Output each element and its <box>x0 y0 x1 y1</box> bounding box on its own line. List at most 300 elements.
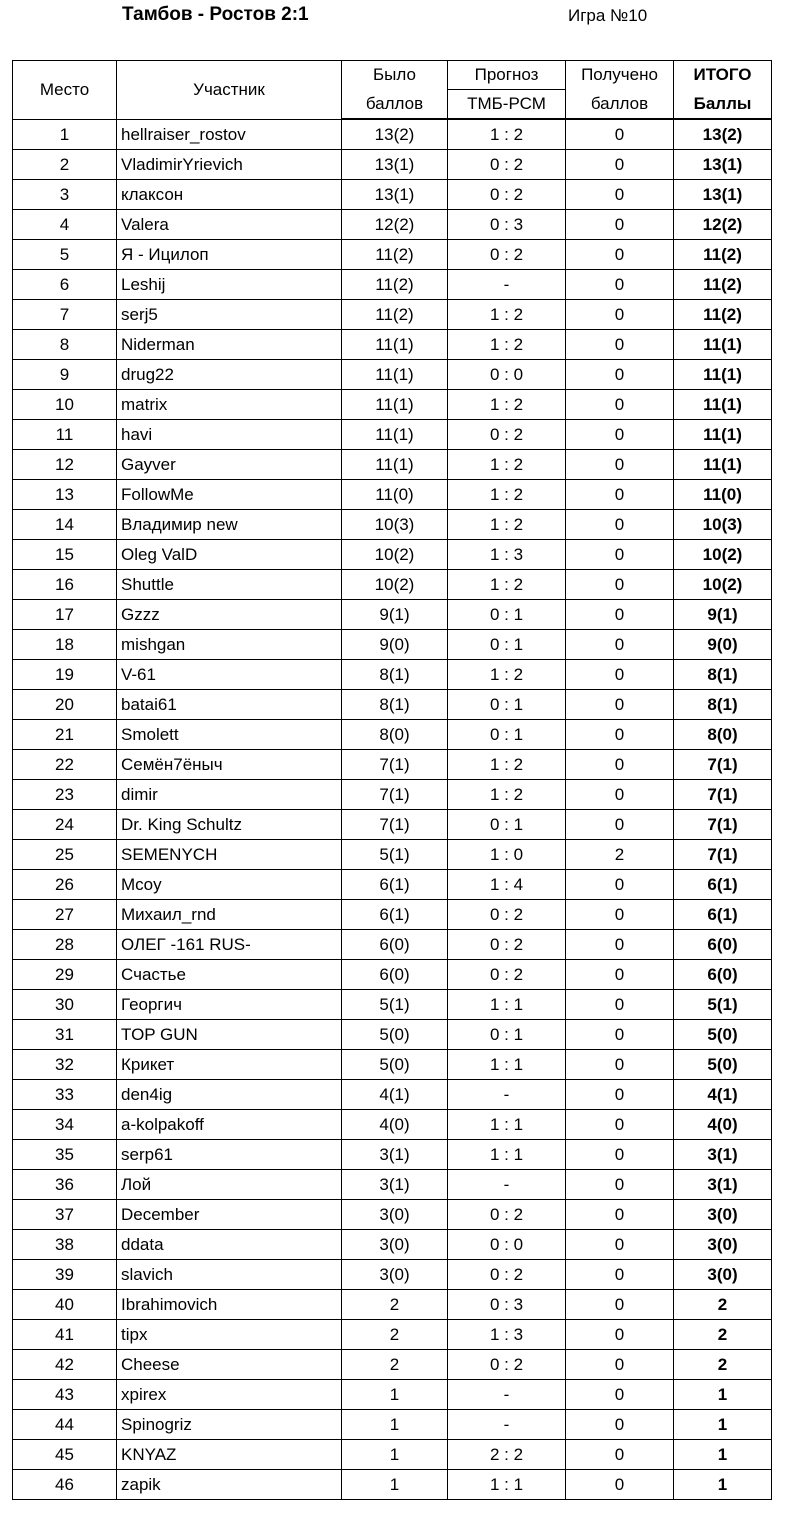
participant-cell: V-61 <box>117 660 342 690</box>
total-points-cell: 7(1) <box>674 840 772 870</box>
received-points-cell: 0 <box>566 1020 674 1050</box>
total-points-cell: 5(0) <box>674 1050 772 1080</box>
participant-cell: Cheese <box>117 1350 342 1380</box>
was-points-cell: 2 <box>342 1350 448 1380</box>
place-cell: 45 <box>13 1440 117 1470</box>
forecast-cell: - <box>448 1380 566 1410</box>
place-cell: 27 <box>13 900 117 930</box>
forecast-cell: 0 : 2 <box>448 1200 566 1230</box>
place-cell: 38 <box>13 1230 117 1260</box>
participant-cell: Oleg ValD <box>117 540 342 570</box>
table-row <box>13 630 772 660</box>
table-row <box>13 1140 772 1170</box>
table-row <box>13 1350 772 1380</box>
was-points-cell: 6(1) <box>342 870 448 900</box>
place-cell: 34 <box>13 1110 117 1140</box>
received-points-cell: 0 <box>566 720 674 750</box>
table-row <box>13 450 772 480</box>
place-cell: 6 <box>13 270 117 300</box>
forecast-cell: 0 : 2 <box>448 240 566 270</box>
received-points-cell: 0 <box>566 270 674 300</box>
header-total-bottom: Баллы <box>674 90 772 120</box>
forecast-cell: 1 : 2 <box>448 780 566 810</box>
forecast-cell: 0 : 1 <box>448 690 566 720</box>
total-points-cell: 3(1) <box>674 1140 772 1170</box>
place-cell: 39 <box>13 1260 117 1290</box>
participant-cell: Spinogriz <box>117 1410 342 1440</box>
received-points-cell: 0 <box>566 780 674 810</box>
place-cell: 23 <box>13 780 117 810</box>
participant-cell: den4ig <box>117 1080 342 1110</box>
participant-cell: serj5 <box>117 300 342 330</box>
header-forecast-top: Прогноз <box>448 61 566 90</box>
participant-cell: Я - Ицилоп <box>117 240 342 270</box>
received-points-cell: 0 <box>566 420 674 450</box>
participant-cell: Gayver <box>117 450 342 480</box>
table-row <box>13 1110 772 1140</box>
place-cell: 37 <box>13 1200 117 1230</box>
place-cell: 11 <box>13 420 117 450</box>
table-body <box>13 119 772 1500</box>
table-row <box>13 1380 772 1410</box>
was-points-cell: 11(0) <box>342 480 448 510</box>
participant-cell: Mcoy <box>117 870 342 900</box>
received-points-cell: 0 <box>566 1050 674 1080</box>
total-points-cell: 6(1) <box>674 870 772 900</box>
forecast-cell: 1 : 2 <box>448 570 566 600</box>
participant-cell: ОЛЕГ -161 RUS- <box>117 930 342 960</box>
table-row <box>13 390 772 420</box>
forecast-cell: 0 : 2 <box>448 960 566 990</box>
table-row <box>13 420 772 450</box>
place-cell: 3 <box>13 180 117 210</box>
table-row <box>13 780 772 810</box>
was-points-cell: 13(1) <box>342 180 448 210</box>
forecast-cell: 1 : 2 <box>448 390 566 420</box>
participant-cell: Gzzz <box>117 600 342 630</box>
total-points-cell: 13(2) <box>674 119 772 150</box>
was-points-cell: 2 <box>342 1290 448 1320</box>
forecast-cell: 1 : 3 <box>448 540 566 570</box>
was-points-cell: 3(1) <box>342 1170 448 1200</box>
was-points-cell: 11(2) <box>342 300 448 330</box>
table-row <box>13 330 772 360</box>
was-points-cell: 5(0) <box>342 1020 448 1050</box>
table-row <box>13 1080 772 1110</box>
total-points-cell: 6(0) <box>674 930 772 960</box>
table-row <box>13 1170 772 1200</box>
place-cell: 18 <box>13 630 117 660</box>
was-points-cell: 5(1) <box>342 840 448 870</box>
was-points-cell: 5(1) <box>342 990 448 1020</box>
table-row <box>13 1200 772 1230</box>
forecast-cell: 1 : 2 <box>448 660 566 690</box>
was-points-cell: 4(0) <box>342 1110 448 1140</box>
total-points-cell: 9(1) <box>674 600 772 630</box>
place-cell: 28 <box>13 930 117 960</box>
received-points-cell: 0 <box>566 1140 674 1170</box>
place-cell: 44 <box>13 1410 117 1440</box>
place-cell: 35 <box>13 1140 117 1170</box>
forecast-cell: 2 : 2 <box>448 1440 566 1470</box>
participant-cell: Михаил_rnd <box>117 900 342 930</box>
received-points-cell: 0 <box>566 300 674 330</box>
table-row <box>13 570 772 600</box>
forecast-cell: 0 : 1 <box>448 630 566 660</box>
received-points-cell: 0 <box>566 210 674 240</box>
place-cell: 30 <box>13 990 117 1020</box>
table-row <box>13 240 772 270</box>
total-points-cell: 13(1) <box>674 180 772 210</box>
place-cell: 2 <box>13 150 117 180</box>
received-points-cell: 0 <box>566 480 674 510</box>
total-points-cell: 6(0) <box>674 960 772 990</box>
table-row <box>13 180 772 210</box>
total-points-cell: 11(1) <box>674 360 772 390</box>
table-row <box>13 1260 772 1290</box>
place-cell: 32 <box>13 1050 117 1080</box>
participant-cell: Семён7ёныч <box>117 750 342 780</box>
was-points-cell: 6(0) <box>342 930 448 960</box>
was-points-cell: 6(0) <box>342 960 448 990</box>
participant-cell: Smolett <box>117 720 342 750</box>
table-row <box>13 480 772 510</box>
received-points-cell: 0 <box>566 1290 674 1320</box>
was-points-cell: 8(0) <box>342 720 448 750</box>
participant-cell: Лой <box>117 1170 342 1200</box>
was-points-cell: 11(1) <box>342 360 448 390</box>
total-points-cell: 10(2) <box>674 570 772 600</box>
was-points-cell: 11(2) <box>342 270 448 300</box>
total-points-cell: 11(2) <box>674 270 772 300</box>
place-cell: 29 <box>13 960 117 990</box>
was-points-cell: 10(2) <box>342 570 448 600</box>
forecast-cell: - <box>448 1170 566 1200</box>
forecast-cell: 0 : 2 <box>448 180 566 210</box>
table-row <box>13 720 772 750</box>
total-points-cell: 6(1) <box>674 900 772 930</box>
place-cell: 14 <box>13 510 117 540</box>
place-cell: 12 <box>13 450 117 480</box>
header-total-top: ИТОГО <box>674 61 772 90</box>
table-row <box>13 1410 772 1440</box>
received-points-cell: 0 <box>566 390 674 420</box>
participant-cell: havi <box>117 420 342 450</box>
participant-cell: VladimirYrievich <box>117 150 342 180</box>
participant-cell: KNYAZ <box>117 1440 342 1470</box>
forecast-cell: 0 : 2 <box>448 150 566 180</box>
received-points-cell: 0 <box>566 180 674 210</box>
table-row <box>13 510 772 540</box>
game-number: Игра №10 <box>568 6 648 25</box>
forecast-cell: 1 : 2 <box>448 480 566 510</box>
was-points-cell: 11(1) <box>342 450 448 480</box>
received-points-cell: 2 <box>566 840 674 870</box>
forecast-cell: 0 : 1 <box>448 720 566 750</box>
received-points-cell: 0 <box>566 870 674 900</box>
participant-cell: Shuttle <box>117 570 342 600</box>
forecast-cell: 0 : 2 <box>448 1260 566 1290</box>
was-points-cell: 3(1) <box>342 1140 448 1170</box>
total-points-cell: 3(0) <box>674 1230 772 1260</box>
received-points-cell: 0 <box>566 450 674 480</box>
forecast-cell: 1 : 2 <box>448 330 566 360</box>
place-cell: 41 <box>13 1320 117 1350</box>
forecast-cell: 1 : 2 <box>448 119 566 150</box>
total-points-cell: 1 <box>674 1440 772 1470</box>
forecast-cell: 0 : 2 <box>448 420 566 450</box>
total-points-cell: 11(0) <box>674 480 772 510</box>
place-cell: 31 <box>13 1020 117 1050</box>
place-cell: 46 <box>13 1470 117 1500</box>
place-cell: 8 <box>13 330 117 360</box>
total-points-cell: 10(2) <box>674 540 772 570</box>
total-points-cell: 1 <box>674 1380 772 1410</box>
total-points-cell: 2 <box>674 1350 772 1380</box>
received-points-cell: 0 <box>566 660 674 690</box>
received-points-cell: 0 <box>566 1170 674 1200</box>
total-points-cell: 12(2) <box>674 210 772 240</box>
table-row <box>13 690 772 720</box>
received-points-cell: 0 <box>566 1440 674 1470</box>
forecast-cell: 0 : 1 <box>448 600 566 630</box>
forecast-cell: 0 : 2 <box>448 900 566 930</box>
received-points-cell: 0 <box>566 1200 674 1230</box>
total-points-cell: 11(2) <box>674 300 772 330</box>
was-points-cell: 9(1) <box>342 600 448 630</box>
participant-cell: Ibrahimovich <box>117 1290 342 1320</box>
place-cell: 36 <box>13 1170 117 1200</box>
place-cell: 19 <box>13 660 117 690</box>
place-cell: 7 <box>13 300 117 330</box>
forecast-cell: 1 : 4 <box>448 870 566 900</box>
participant-cell: Георгич <box>117 990 342 1020</box>
table-row <box>13 1440 772 1470</box>
was-points-cell: 1 <box>342 1410 448 1440</box>
total-points-cell: 4(0) <box>674 1110 772 1140</box>
participant-cell: matrix <box>117 390 342 420</box>
participant-cell: Dr. King Schultz <box>117 810 342 840</box>
total-points-cell: 4(1) <box>674 1080 772 1110</box>
total-points-cell: 5(0) <box>674 1020 772 1050</box>
total-points-cell: 1 <box>674 1410 772 1440</box>
forecast-cell: 0 : 1 <box>448 1020 566 1050</box>
participant-cell: клаксон <box>117 180 342 210</box>
forecast-cell: 1 : 1 <box>448 990 566 1020</box>
was-points-cell: 11(1) <box>342 420 448 450</box>
was-points-cell: 3(0) <box>342 1200 448 1230</box>
was-points-cell: 11(1) <box>342 390 448 420</box>
total-points-cell: 8(0) <box>674 720 772 750</box>
received-points-cell: 0 <box>566 1470 674 1500</box>
forecast-cell: 1 : 2 <box>448 300 566 330</box>
was-points-cell: 13(1) <box>342 150 448 180</box>
header-was-bottom: баллов <box>342 90 448 120</box>
total-points-cell: 7(1) <box>674 810 772 840</box>
participant-cell: Leshij <box>117 270 342 300</box>
forecast-cell: 0 : 0 <box>448 360 566 390</box>
participant-cell: slavich <box>117 1260 342 1290</box>
table-row <box>13 840 772 870</box>
total-points-cell: 11(2) <box>674 240 772 270</box>
total-points-cell: 9(0) <box>674 630 772 660</box>
total-points-cell: 8(1) <box>674 660 772 690</box>
table-row <box>13 1470 772 1500</box>
table-row <box>13 1320 772 1350</box>
table-row <box>13 870 772 900</box>
participant-cell: Счастье <box>117 960 342 990</box>
table-row <box>13 1050 772 1080</box>
header-received-top: Получено <box>566 61 674 90</box>
total-points-cell: 3(0) <box>674 1260 772 1290</box>
total-points-cell: 11(1) <box>674 420 772 450</box>
total-points-cell: 7(1) <box>674 780 772 810</box>
place-cell: 15 <box>13 540 117 570</box>
total-points-cell: 8(1) <box>674 690 772 720</box>
table-row <box>13 900 772 930</box>
was-points-cell: 8(1) <box>342 690 448 720</box>
table-header <box>13 61 772 120</box>
was-points-cell: 11(2) <box>342 240 448 270</box>
received-points-cell: 0 <box>566 330 674 360</box>
participant-cell: Valera <box>117 210 342 240</box>
was-points-cell: 9(0) <box>342 630 448 660</box>
place-cell: 20 <box>13 690 117 720</box>
was-points-cell: 8(1) <box>342 660 448 690</box>
place-cell: 10 <box>13 390 117 420</box>
participant-cell: serp61 <box>117 1140 342 1170</box>
participant-cell: tipx <box>117 1320 342 1350</box>
participant-cell: batai61 <box>117 690 342 720</box>
participant-cell: Владимир new <box>117 510 342 540</box>
received-points-cell: 0 <box>566 1380 674 1410</box>
received-points-cell: 0 <box>566 1410 674 1440</box>
table-row <box>13 270 772 300</box>
place-cell: 42 <box>13 1350 117 1380</box>
place-cell: 25 <box>13 840 117 870</box>
total-points-cell: 11(1) <box>674 390 772 420</box>
participant-cell: ddata <box>117 1230 342 1260</box>
total-points-cell: 11(1) <box>674 450 772 480</box>
place-cell: 17 <box>13 600 117 630</box>
forecast-cell: - <box>448 270 566 300</box>
received-points-cell: 0 <box>566 119 674 150</box>
table-row <box>13 150 772 180</box>
received-points-cell: 0 <box>566 510 674 540</box>
participant-cell: Niderman <box>117 330 342 360</box>
forecast-cell: 0 : 3 <box>448 210 566 240</box>
place-cell: 22 <box>13 750 117 780</box>
received-points-cell: 0 <box>566 570 674 600</box>
received-points-cell: 0 <box>566 150 674 180</box>
received-points-cell: 0 <box>566 600 674 630</box>
forecast-cell: 1 : 2 <box>448 510 566 540</box>
place-cell: 1 <box>13 119 117 150</box>
was-points-cell: 4(1) <box>342 1080 448 1110</box>
place-cell: 26 <box>13 870 117 900</box>
total-points-cell: 10(3) <box>674 510 772 540</box>
total-points-cell: 2 <box>674 1320 772 1350</box>
received-points-cell: 0 <box>566 1260 674 1290</box>
forecast-cell: 1 : 3 <box>448 1320 566 1350</box>
place-cell: 5 <box>13 240 117 270</box>
table-row <box>13 960 772 990</box>
was-points-cell: 1 <box>342 1470 448 1500</box>
header-received-bottom: баллов <box>566 90 674 120</box>
was-points-cell: 2 <box>342 1320 448 1350</box>
forecast-cell: 0 : 1 <box>448 810 566 840</box>
place-cell: 16 <box>13 570 117 600</box>
table-row <box>13 990 772 1020</box>
participant-cell: FollowMe <box>117 480 342 510</box>
forecast-cell: - <box>448 1410 566 1440</box>
forecast-cell: 0 : 0 <box>448 1230 566 1260</box>
received-points-cell: 0 <box>566 1080 674 1110</box>
forecast-cell: 1 : 2 <box>448 450 566 480</box>
was-points-cell: 3(0) <box>342 1230 448 1260</box>
was-points-cell: 6(1) <box>342 900 448 930</box>
total-points-cell: 13(1) <box>674 150 772 180</box>
was-points-cell: 1 <box>342 1440 448 1470</box>
participant-cell: Крикет <box>117 1050 342 1080</box>
total-points-cell: 11(1) <box>674 330 772 360</box>
was-points-cell: 3(0) <box>342 1260 448 1290</box>
received-points-cell: 0 <box>566 540 674 570</box>
table-row <box>13 360 772 390</box>
participant-cell: zapik <box>117 1470 342 1500</box>
place-cell: 9 <box>13 360 117 390</box>
was-points-cell: 13(2) <box>342 119 448 150</box>
participant-cell: TOP GUN <box>117 1020 342 1050</box>
forecast-cell: 0 : 2 <box>448 1350 566 1380</box>
match-title: Тамбов - Ростов 2:1 <box>122 4 309 25</box>
table-row <box>13 1020 772 1050</box>
forecast-cell: 1 : 1 <box>448 1050 566 1080</box>
table-row <box>13 660 772 690</box>
total-points-cell: 3(0) <box>674 1200 772 1230</box>
forecast-cell: 1 : 1 <box>448 1140 566 1170</box>
participant-cell: hellraiser_rostov <box>117 119 342 150</box>
table-row <box>13 600 772 630</box>
table-row <box>13 540 772 570</box>
received-points-cell: 0 <box>566 1350 674 1380</box>
header-forecast-bottom: ТМБ-РСМ <box>448 90 566 120</box>
received-points-cell: 0 <box>566 810 674 840</box>
place-cell: 4 <box>13 210 117 240</box>
header-was-top: Было <box>342 61 448 90</box>
received-points-cell: 0 <box>566 750 674 780</box>
participant-cell: drug22 <box>117 360 342 390</box>
table-row <box>13 750 772 780</box>
place-cell: 24 <box>13 810 117 840</box>
was-points-cell: 7(1) <box>342 750 448 780</box>
was-points-cell: 7(1) <box>342 780 448 810</box>
participant-cell: dimir <box>117 780 342 810</box>
received-points-cell: 0 <box>566 690 674 720</box>
was-points-cell: 7(1) <box>342 810 448 840</box>
table-row <box>13 300 772 330</box>
forecast-cell: 0 : 3 <box>448 1290 566 1320</box>
forecast-cell: 1 : 1 <box>448 1110 566 1140</box>
received-points-cell: 0 <box>566 990 674 1020</box>
forecast-cell: 1 : 0 <box>448 840 566 870</box>
participant-cell: December <box>117 1200 342 1230</box>
table-row <box>13 119 772 150</box>
results-table <box>12 60 772 1500</box>
received-points-cell: 0 <box>566 960 674 990</box>
received-points-cell: 0 <box>566 930 674 960</box>
table-row <box>13 1290 772 1320</box>
